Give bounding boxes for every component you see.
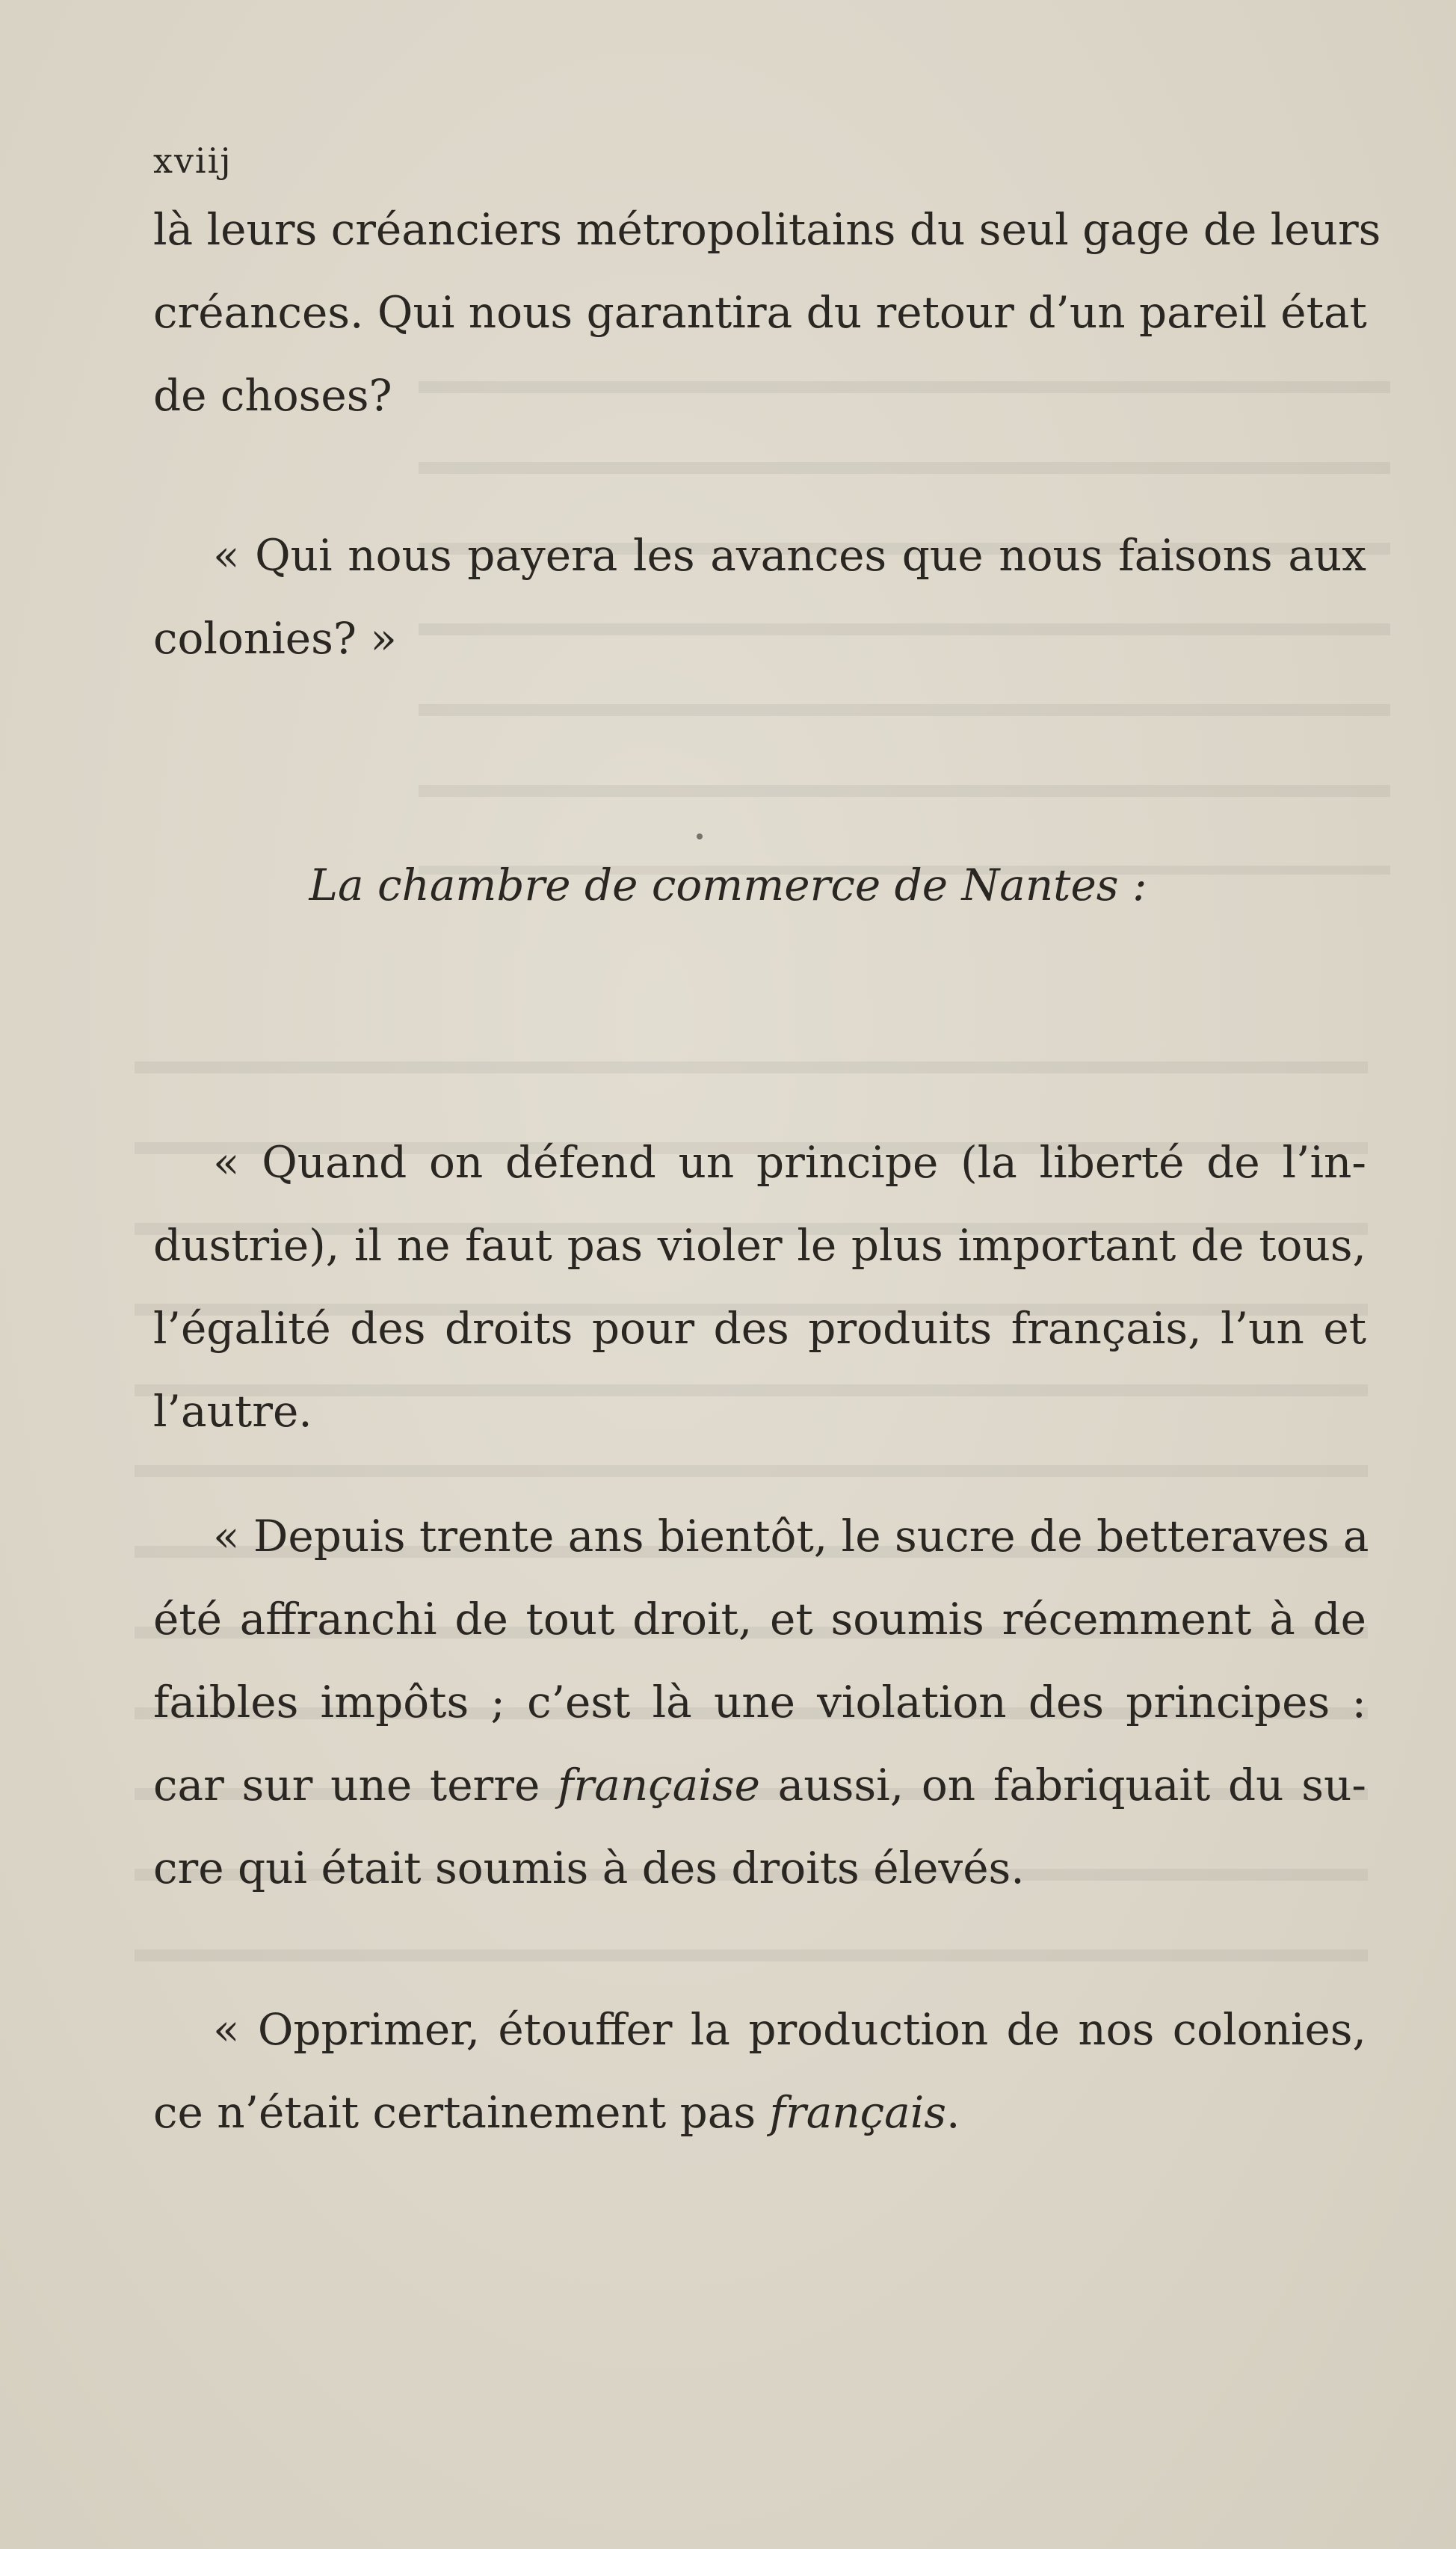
paragraph-4 (153, 1495, 1369, 1910)
text-line: là leurs créanciers métropolitains du seul gage de leurs (153, 204, 1381, 255)
text-line: créances. Qui nous garantira du retour d’un pareil état (153, 287, 1367, 338)
text-line (153, 1744, 1366, 1827)
text-line: « Depuis trente ans bientôt, le sucre de betteraves a (213, 1511, 1369, 1562)
text-line: l’autre. (153, 1386, 312, 1437)
paragraph-3 (153, 1121, 1366, 1453)
text-fragment: aussi, on fabriquait du su- (759, 1760, 1366, 1810)
text-line: de choses? (153, 370, 392, 421)
text-line: « Qui nous payera les avances que nous faisons aux (213, 530, 1366, 581)
text-line: dustrie), il ne faut pas violer le plus important de tous, (153, 1220, 1366, 1271)
text-line: colonies? » (153, 613, 397, 664)
text-line: cre qui était soumis à des droits élevés. (153, 1843, 1025, 1893)
text-line: faibles impôts ; c’est là une violation des principes : (153, 1677, 1366, 1727)
text-line (153, 2071, 1366, 2154)
text-line: « Opprimer, étouffer la production de nos colonies, (213, 2004, 1366, 2055)
section-heading: La chambre de commerce de Nantes : (309, 860, 1147, 910)
paragraph-1 (153, 188, 1381, 437)
page-number: xviij (153, 141, 232, 181)
text-fragment: . (946, 2087, 960, 2138)
text-fragment: car sur une terre (153, 1760, 558, 1810)
italic-word: français (769, 2087, 947, 2138)
italic-word: française (558, 1760, 760, 1810)
ink-speck (697, 833, 703, 839)
paragraph-5 (153, 1988, 1366, 2154)
paragraph-2 (153, 514, 1366, 680)
text-line: l’égalité des droits pour des produits français, l’un et (153, 1303, 1366, 1354)
text-fragment: ce n’était certainement pas (153, 2087, 770, 2138)
text-line: été affranchi de tout droit, et soumis récemment à de (153, 1594, 1366, 1645)
text-line: « Quand on défend un principe (la liberté de l’in- (213, 1137, 1366, 1188)
